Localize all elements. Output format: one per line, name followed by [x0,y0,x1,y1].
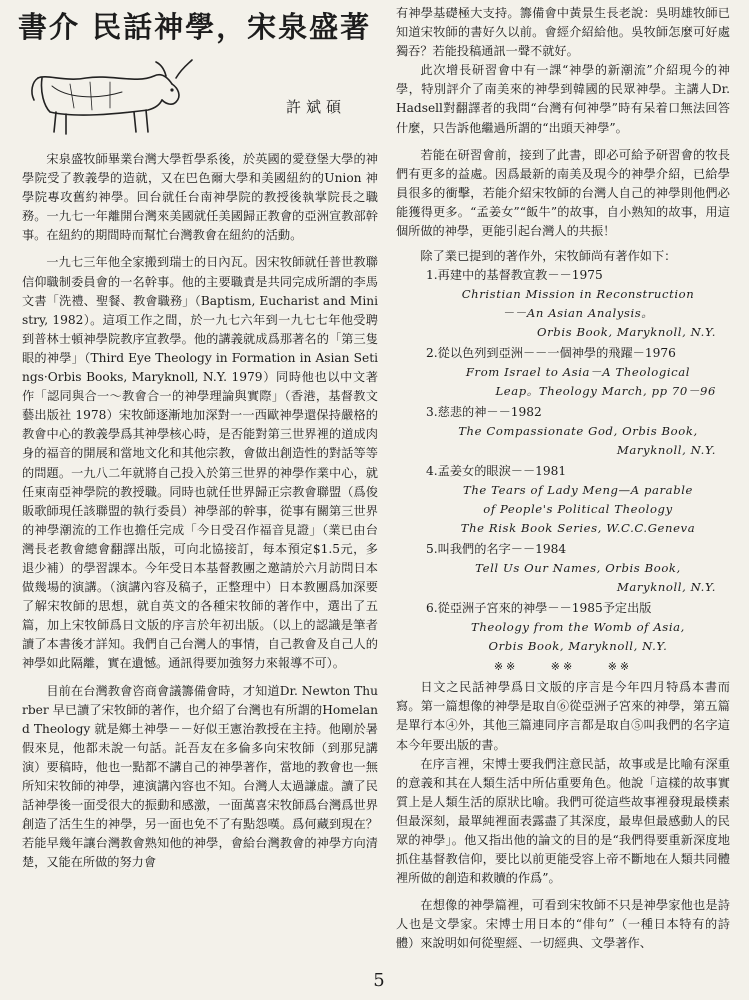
work-title-chinese: 5.叫我們的名字－－1984 [426,542,567,557]
work-item [426,403,730,460]
author-name: 許斌碩 [286,98,347,116]
article-title: 書介 民話神學，宋泉盛著 [18,10,372,44]
work-title-english: The Compassionate God, Orbis Book, [458,424,698,439]
body-paragraph: 一九七三年他全家搬到瑞士的日內瓦。因宋牧師就任普世教聯信仰職制委員會的一名幹事。他的主要職責是共同完成所謂的李馬文書「洗禮、聖餐、教會職務」（Baptism, Eucharist and Ministry, 1982）。這項工作之間，於一九七六年到一九七七年他受聘到普林士頓神學院教序宣教學。他的講義就成爲那著名的「第三隻眼的神學」（Third Eye Theology in Formation in Asian Setings·Orbis Books, Maryknoll, N.Y. 1979）同時他也以中文著作「認同與合一～教會合一的神學理論與實際」（香港，基督教文藝出版社 1978）宋牧師逐漸地加深對一一西歐神學還保持嚴格的教會中心的教義學爲其神學核心時，是否能對第三世界裡的道成肉身的福音的開展和當地文化和其他宗教，會做出創造性的對話等等的問題。一九八二年就將自己投入於第三世界的神學作業中心，就任東南亞神學院的教授職。同時也就任世界歸正宗教會聯盟（爲俊販歌師現任該聯盟的執行委員）神學部的幹事，從事有關第三世界的神學潮流的工作也擔任完成「今日受召作福音見證」（業已由台灣長老教會總會翻譯出版，可向北協接訂，每本預定$1.5元，多退少補）的學習課本。今年受日本基督教團之邀請於六月訪問日本做幾場的演講。（演講內容及稿子，正整理中）日本教團爲加深要了解宋牧師的思想，就自英文的各種宋牧師的著作中，選出了五篇，加上宋牧師爲日文版的序言於年初出版。（以上的認識是筆者讀了本書後才詳知。我們自己台灣人的事情，自己教會及自己人的神學如此隔離，實在遺憾。通訊得要加強努力來報導不可）。 [22,255,378,671]
body-paragraph: 日文之民話神學爲日文版的序言是今年四月特爲本書而寫。第一篇想像的神學是取自⑥從亞洲子宮來的神學，第五篇是單行本④外，其他三篇連同序言都是取自⑤叫我們的名字這本今年要出版的書。 [396,680,730,752]
body-paragraph: 在想像的神學篇裡，可看到宋牧師不只是神學家他也是詩人也是文學家。宋博士用日本的“俳句”（一種日本特有的詩體）來說明如何從聖經、一切經典、文學著作、 [396,898,730,951]
section-divider: ※※ ※※ ※※ [493,660,633,674]
work-title-english: of People's Political Theology [483,502,673,517]
body-paragraph: 宋泉盛牧師畢業台灣大學哲學系後，於英國的愛登堡大學的神學院受了教義學的造就，又在巴色爾大學和美國紐約的Union 神學院專攻舊約神學。回台就任台南神學院的教授後執掌院長之職務。一九七一年離開台灣來美國就任美國歸正教會的亞洲宣教部幹事。在紐約的期間時而幫忙台灣教會在紐約的活動。 [22,152,378,243]
works-list [396,266,730,656]
right-column [396,4,730,954]
work-publisher: Orbis Book, Maryknoll, N.Y. [488,639,668,654]
work-title-chinese: 6.從亞洲子宮來的神學－－1985予定出版 [426,601,652,616]
body-paragraph: 在序言裡，宋博士要我們注意民話，故事或是比喻有深重的意義和其在人類生活中所佔重要角色。他說「這樣的故事實質上是人類生活的原狀比喻。我們可從這些故事裡發現最樸素但最深刻，最單純裡面表露盡了其深度，最卑但最感動人的民眾的神學」。他又指出他的論文的目的是“我們得要重新深度地抓住基督教信仰，要比以前更能受容上帝不斷地在人類共同體裡所做的創造和救贖的作爲”。 [396,756,730,886]
work-title-english: Tell Us Our Names, Orbis Book, [475,561,681,576]
works-intro: 除了業已提到的著作外，宋牧師尚有著作如下： [420,249,677,264]
work-title-chinese: 3.慈悲的神－－1982 [426,405,542,420]
body-paragraph: 目前在台灣教會咨商會議籌備會時，才知道Dr. Newton Thurber 早已讀了宋牧師的著作，也介紹了台灣也有所謂的Homeland Theology 就是鄉土神學－－好似王憲治教授在主持。他剛於暑假來見，他都未說一句話。託吾友在多倫多向宋牧師（到那兒講演）要稿時，他也一點都不講自己的神學著作，當地的教會也一無所知宋牧師的神學，連演講內容也不知。台灣人太過謙虛。讀了民話神學後一面受很大的振動和感激，一面萬喜宋牧師爲台灣爲世界創造了活生生的神學，另一面也免不了有點怨嘆。爲何藏到現在？若能早幾年讓台灣教會熟知他的神學，會給台灣教會的神學方向清楚，又能在所做的努力會 [22,683,378,870]
work-publisher: Orbis Book, Maryknoll, N.Y. [537,325,716,340]
work-title-chinese: 4.孟姜女的眼淚－－1981 [426,464,567,479]
left-column [22,150,378,872]
work-item [426,266,730,342]
work-title-english: The Tears of Lady Meng—A parable [462,483,693,498]
work-title-chinese: 2.從以色列到亞洲－－一個神學的飛躍－1976 [426,346,676,361]
work-title-english: From Israel to Asia－A Theological [465,365,691,380]
body-paragraph: 有神學基礎極大支持。籌備會中黃景生長老說：吳明雄牧師已知道宋牧師的書好久以前。會經介紹給他。吳牧師怎麼可好處獨吞？若能投稿通訊一聲不就好。 [396,6,730,59]
work-item [426,599,730,656]
work-title-english: Christian Mission in Reconstruction [461,287,695,302]
work-item [426,540,730,597]
work-publisher: The Risk Book Series, W.C.C.Geneva [460,521,696,536]
work-title-english: Theology from the Womb of Asia, [471,620,685,635]
work-publisher: Leap。Theology March, pp 70－96 [495,384,716,399]
work-title-chinese: 1.再建中的基督教宣教－－1975 [426,268,603,283]
page-number: 5 [373,970,385,991]
body-paragraph: 若能在研習會前，接到了此書，即必可給予研習會的牧長們有更多的益處。因爲最新的南美及現今的神學介紹，已給學員很多的衝擊，若能介紹宋牧師的台灣人自己的神學則他們必能獲得更多。“孟姜女”“飯牛”的故事，自小熟知的故事，用這個所做的神學，更能引起台灣人的共振！ [396,147,730,239]
work-publisher: Maryknoll, N.Y. [616,443,716,458]
ox-illustration [26,48,196,138]
work-title-english: －－An Asian Analysis。 [502,306,654,321]
work-item [426,462,730,538]
body-paragraph: 此次增長研習會中有一課“神學的新潮流”介紹現今的神學，特別評介了南美來的神學到韓國的民眾神學。主講人Dr. Hadsell對翻譯者的我問“台灣有何神學”時有呆着口無法回答什麼，只告訴他繼過所謂的“出頭天神學”。 [396,63,730,135]
work-item [426,344,730,401]
work-publisher: Maryknoll, N.Y. [616,580,716,595]
